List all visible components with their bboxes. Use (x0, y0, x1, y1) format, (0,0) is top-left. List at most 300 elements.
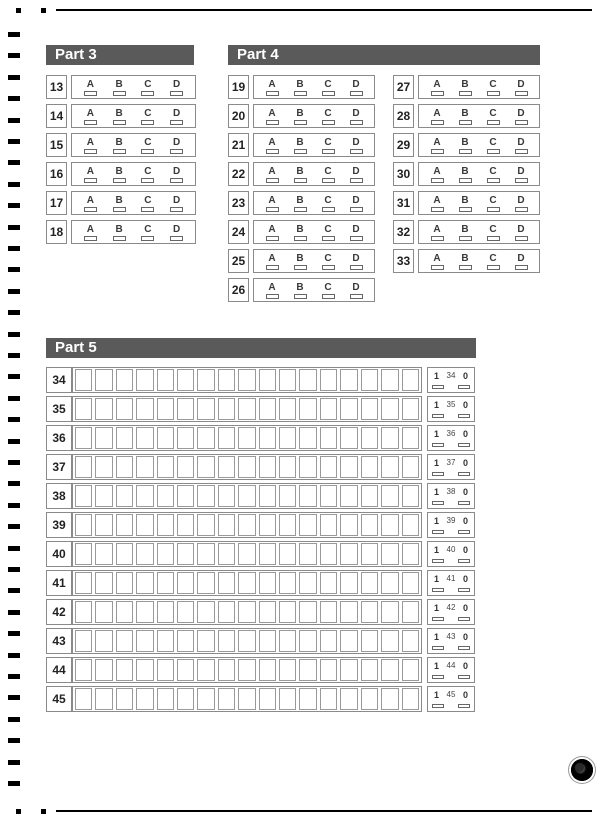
option-b-bubble[interactable] (109, 79, 129, 96)
answer-cell[interactable] (218, 427, 235, 449)
option-a-bubble[interactable] (262, 79, 282, 96)
score-zero-bubble[interactable] (458, 501, 470, 505)
answer-cell[interactable] (197, 572, 214, 594)
answer-cell[interactable] (299, 427, 316, 449)
answer-cell[interactable] (299, 398, 316, 420)
answer-cell[interactable] (320, 543, 337, 565)
answer-bubble[interactable] (170, 120, 183, 125)
option-d-bubble[interactable] (167, 79, 187, 96)
answer-bubble[interactable] (350, 120, 363, 125)
option-a-bubble[interactable] (262, 253, 282, 270)
answer-cell[interactable] (95, 514, 112, 536)
answer-cell[interactable] (116, 369, 133, 391)
option-b-bubble[interactable] (290, 108, 310, 125)
option-c-bubble[interactable] (138, 137, 158, 154)
answer-cell[interactable] (320, 572, 337, 594)
answer-bubble[interactable] (113, 236, 126, 241)
option-d-bubble[interactable] (167, 137, 187, 154)
answer-cell[interactable] (95, 427, 112, 449)
score-zero-bubble[interactable] (458, 443, 470, 447)
option-c-bubble[interactable] (138, 224, 158, 241)
answer-cell[interactable] (157, 398, 174, 420)
answer-bubble[interactable] (141, 120, 154, 125)
answer-cell[interactable] (136, 688, 153, 710)
option-c-bubble[interactable] (318, 137, 338, 154)
score-zero-bubble[interactable] (458, 675, 470, 679)
answer-cell[interactable] (381, 427, 398, 449)
answer-cell[interactable] (177, 485, 194, 507)
answer-cell[interactable] (402, 427, 419, 449)
score-one-bubble[interactable] (432, 559, 444, 563)
answer-cell[interactable] (157, 369, 174, 391)
answer-cell[interactable] (320, 601, 337, 623)
score-one-bubble[interactable] (432, 588, 444, 592)
option-a-bubble[interactable] (80, 137, 100, 154)
answer-bubble[interactable] (113, 91, 126, 96)
answer-cell[interactable] (279, 543, 296, 565)
answer-cell[interactable] (340, 485, 357, 507)
answer-cell[interactable] (320, 659, 337, 681)
score-one-bubble[interactable] (432, 472, 444, 476)
answer-bubble[interactable] (266, 91, 279, 96)
answer-bubble[interactable] (487, 91, 500, 96)
answer-bubble[interactable] (170, 236, 183, 241)
answer-cell[interactable] (136, 630, 153, 652)
answer-cell[interactable] (361, 398, 378, 420)
answer-cell[interactable] (136, 514, 153, 536)
score-one-bubble[interactable] (432, 385, 444, 389)
option-c-bubble[interactable] (318, 224, 338, 241)
answer-bubble[interactable] (322, 265, 335, 270)
answer-cell[interactable] (157, 514, 174, 536)
option-b-bubble[interactable] (290, 195, 310, 212)
answer-bubble[interactable] (294, 236, 307, 241)
option-b-bubble[interactable] (290, 282, 310, 299)
option-a-bubble[interactable] (80, 166, 100, 183)
answer-cell[interactable] (279, 398, 296, 420)
answer-bubble[interactable] (459, 265, 472, 270)
answer-cell[interactable] (402, 572, 419, 594)
option-d-bubble[interactable] (511, 79, 531, 96)
answer-cell[interactable] (238, 456, 255, 478)
answer-cell[interactable] (299, 630, 316, 652)
answer-bubble[interactable] (113, 207, 126, 212)
answer-bubble[interactable] (322, 91, 335, 96)
score-zero-bubble[interactable] (458, 530, 470, 534)
answer-cell[interactable] (136, 601, 153, 623)
option-b-bubble[interactable] (109, 195, 129, 212)
option-a-bubble[interactable] (427, 137, 447, 154)
option-c-bubble[interactable] (318, 108, 338, 125)
score-one-bubble[interactable] (432, 675, 444, 679)
answer-cell[interactable] (116, 543, 133, 565)
answer-cell[interactable] (299, 456, 316, 478)
answer-bubble[interactable] (84, 236, 97, 241)
answer-cell[interactable] (238, 369, 255, 391)
answer-bubble[interactable] (141, 236, 154, 241)
option-d-bubble[interactable] (346, 108, 366, 125)
answer-bubble[interactable] (84, 120, 97, 125)
answer-cell[interactable] (361, 369, 378, 391)
answer-cell[interactable] (402, 369, 419, 391)
option-b-bubble[interactable] (455, 108, 475, 125)
option-c-bubble[interactable] (483, 224, 503, 241)
answer-bubble[interactable] (294, 149, 307, 154)
answer-cell[interactable] (75, 601, 92, 623)
answer-cell[interactable] (238, 572, 255, 594)
option-d-bubble[interactable] (346, 253, 366, 270)
answer-cell[interactable] (95, 601, 112, 623)
option-c-bubble[interactable] (138, 195, 158, 212)
answer-cell[interactable] (340, 630, 357, 652)
answer-cell[interactable] (238, 398, 255, 420)
option-a-bubble[interactable] (427, 195, 447, 212)
answer-cell[interactable] (279, 427, 296, 449)
answer-bubble[interactable] (515, 178, 528, 183)
option-d-bubble[interactable] (511, 224, 531, 241)
answer-cell[interactable] (116, 630, 133, 652)
option-a-bubble[interactable] (427, 108, 447, 125)
answer-cell[interactable] (95, 630, 112, 652)
answer-cell[interactable] (95, 456, 112, 478)
answer-cell[interactable] (279, 601, 296, 623)
option-a-bubble[interactable] (427, 224, 447, 241)
answer-bubble[interactable] (84, 149, 97, 154)
option-c-bubble[interactable] (138, 79, 158, 96)
option-c-bubble[interactable] (138, 108, 158, 125)
answer-cell[interactable] (218, 688, 235, 710)
score-one-bubble[interactable] (432, 646, 444, 650)
score-zero-bubble[interactable] (458, 385, 470, 389)
option-a-bubble[interactable] (262, 108, 282, 125)
answer-cell[interactable] (320, 688, 337, 710)
answer-cell[interactable] (95, 369, 112, 391)
answer-bubble[interactable] (459, 91, 472, 96)
answer-bubble[interactable] (350, 91, 363, 96)
answer-bubble[interactable] (459, 149, 472, 154)
answer-cell[interactable] (116, 601, 133, 623)
answer-cell[interactable] (320, 427, 337, 449)
answer-cell[interactable] (116, 485, 133, 507)
answer-cell[interactable] (75, 456, 92, 478)
answer-cell[interactable] (136, 659, 153, 681)
answer-cell[interactable] (320, 456, 337, 478)
answer-bubble[interactable] (294, 91, 307, 96)
answer-cell[interactable] (259, 514, 276, 536)
answer-bubble[interactable] (294, 178, 307, 183)
answer-cell[interactable] (381, 398, 398, 420)
option-d-bubble[interactable] (167, 224, 187, 241)
score-zero-bubble[interactable] (458, 588, 470, 592)
answer-cell[interactable] (218, 659, 235, 681)
answer-cell[interactable] (197, 514, 214, 536)
answer-cell[interactable] (197, 543, 214, 565)
answer-cell[interactable] (402, 630, 419, 652)
answer-bubble[interactable] (487, 149, 500, 154)
answer-bubble[interactable] (170, 149, 183, 154)
answer-cell[interactable] (75, 485, 92, 507)
answer-cell[interactable] (259, 427, 276, 449)
answer-cell[interactable] (157, 688, 174, 710)
answer-cell[interactable] (95, 688, 112, 710)
answer-cell[interactable] (116, 398, 133, 420)
answer-cell[interactable] (340, 659, 357, 681)
option-d-bubble[interactable] (511, 195, 531, 212)
answer-cell[interactable] (238, 514, 255, 536)
answer-cell[interactable] (259, 688, 276, 710)
score-zero-bubble[interactable] (458, 646, 470, 650)
answer-cell[interactable] (320, 514, 337, 536)
score-one-bubble[interactable] (432, 414, 444, 418)
answer-cell[interactable] (177, 369, 194, 391)
option-c-bubble[interactable] (318, 79, 338, 96)
answer-cell[interactable] (197, 427, 214, 449)
answer-cell[interactable] (340, 369, 357, 391)
option-d-bubble[interactable] (511, 166, 531, 183)
answer-cell[interactable] (259, 572, 276, 594)
answer-cell[interactable] (157, 456, 174, 478)
answer-bubble[interactable] (113, 178, 126, 183)
answer-cell[interactable] (299, 485, 316, 507)
answer-cell[interactable] (402, 485, 419, 507)
answer-bubble[interactable] (141, 178, 154, 183)
answer-cell[interactable] (116, 427, 133, 449)
option-b-bubble[interactable] (455, 137, 475, 154)
answer-cell[interactable] (340, 601, 357, 623)
option-c-bubble[interactable] (483, 166, 503, 183)
answer-cell[interactable] (238, 688, 255, 710)
answer-bubble[interactable] (322, 207, 335, 212)
answer-cell[interactable] (361, 659, 378, 681)
option-c-bubble[interactable] (483, 253, 503, 270)
score-one-bubble[interactable] (432, 443, 444, 447)
answer-cell[interactable] (157, 427, 174, 449)
answer-bubble[interactable] (266, 294, 279, 299)
option-d-bubble[interactable] (346, 79, 366, 96)
answer-cell[interactable] (320, 398, 337, 420)
option-c-bubble[interactable] (318, 282, 338, 299)
answer-cell[interactable] (279, 456, 296, 478)
answer-cell[interactable] (299, 543, 316, 565)
answer-bubble[interactable] (266, 207, 279, 212)
answer-bubble[interactable] (487, 265, 500, 270)
answer-cell[interactable] (381, 514, 398, 536)
option-a-bubble[interactable] (262, 166, 282, 183)
answer-cell[interactable] (95, 543, 112, 565)
score-zero-bubble[interactable] (458, 472, 470, 476)
answer-bubble[interactable] (515, 265, 528, 270)
answer-bubble[interactable] (459, 236, 472, 241)
option-b-bubble[interactable] (455, 79, 475, 96)
answer-cell[interactable] (340, 688, 357, 710)
score-one-bubble[interactable] (432, 501, 444, 505)
answer-bubble[interactable] (266, 265, 279, 270)
answer-bubble[interactable] (294, 120, 307, 125)
answer-cell[interactable] (75, 514, 92, 536)
answer-cell[interactable] (361, 572, 378, 594)
answer-bubble[interactable] (515, 149, 528, 154)
option-a-bubble[interactable] (262, 224, 282, 241)
answer-cell[interactable] (157, 630, 174, 652)
answer-cell[interactable] (136, 398, 153, 420)
answer-cell[interactable] (177, 688, 194, 710)
score-one-bubble[interactable] (432, 617, 444, 621)
answer-bubble[interactable] (515, 120, 528, 125)
answer-cell[interactable] (320, 630, 337, 652)
answer-bubble[interactable] (84, 207, 97, 212)
answer-bubble[interactable] (141, 207, 154, 212)
score-zero-bubble[interactable] (458, 617, 470, 621)
answer-cell[interactable] (95, 398, 112, 420)
score-zero-bubble[interactable] (458, 559, 470, 563)
answer-cell[interactable] (279, 572, 296, 594)
answer-cell[interactable] (218, 514, 235, 536)
answer-bubble[interactable] (266, 120, 279, 125)
answer-bubble[interactable] (294, 207, 307, 212)
answer-cell[interactable] (136, 572, 153, 594)
answer-cell[interactable] (75, 659, 92, 681)
answer-cell[interactable] (157, 543, 174, 565)
answer-cell[interactable] (279, 369, 296, 391)
answer-cell[interactable] (238, 659, 255, 681)
answer-cell[interactable] (218, 485, 235, 507)
option-c-bubble[interactable] (483, 108, 503, 125)
option-a-bubble[interactable] (80, 224, 100, 241)
answer-cell[interactable] (320, 369, 337, 391)
answer-cell[interactable] (218, 398, 235, 420)
answer-cell[interactable] (75, 630, 92, 652)
answer-cell[interactable] (259, 485, 276, 507)
answer-cell[interactable] (361, 630, 378, 652)
answer-bubble[interactable] (170, 207, 183, 212)
answer-cell[interactable] (197, 688, 214, 710)
answer-bubble[interactable] (431, 207, 444, 212)
option-d-bubble[interactable] (167, 108, 187, 125)
answer-cell[interactable] (197, 659, 214, 681)
option-c-bubble[interactable] (318, 253, 338, 270)
answer-cell[interactable] (116, 688, 133, 710)
answer-cell[interactable] (279, 630, 296, 652)
answer-cell[interactable] (75, 398, 92, 420)
option-b-bubble[interactable] (290, 166, 310, 183)
answer-bubble[interactable] (431, 178, 444, 183)
answer-cell[interactable] (218, 630, 235, 652)
answer-cell[interactable] (279, 659, 296, 681)
option-a-bubble[interactable] (427, 79, 447, 96)
answer-cell[interactable] (340, 572, 357, 594)
answer-bubble[interactable] (322, 236, 335, 241)
answer-cell[interactable] (177, 456, 194, 478)
option-b-bubble[interactable] (455, 224, 475, 241)
option-d-bubble[interactable] (511, 137, 531, 154)
answer-cell[interactable] (238, 630, 255, 652)
answer-bubble[interactable] (322, 178, 335, 183)
answer-cell[interactable] (402, 456, 419, 478)
answer-cell[interactable] (95, 572, 112, 594)
option-b-bubble[interactable] (109, 108, 129, 125)
option-b-bubble[interactable] (109, 137, 129, 154)
answer-cell[interactable] (361, 485, 378, 507)
answer-bubble[interactable] (459, 120, 472, 125)
answer-bubble[interactable] (141, 149, 154, 154)
score-zero-bubble[interactable] (458, 414, 470, 418)
answer-cell[interactable] (75, 688, 92, 710)
answer-cell[interactable] (238, 543, 255, 565)
answer-bubble[interactable] (84, 91, 97, 96)
answer-bubble[interactable] (322, 294, 335, 299)
answer-cell[interactable] (259, 398, 276, 420)
answer-cell[interactable] (136, 427, 153, 449)
answer-cell[interactable] (402, 398, 419, 420)
answer-cell[interactable] (157, 601, 174, 623)
answer-cell[interactable] (95, 659, 112, 681)
answer-cell[interactable] (299, 688, 316, 710)
answer-cell[interactable] (361, 514, 378, 536)
answer-cell[interactable] (177, 514, 194, 536)
option-b-bubble[interactable] (455, 166, 475, 183)
option-d-bubble[interactable] (167, 195, 187, 212)
option-a-bubble[interactable] (80, 79, 100, 96)
answer-cell[interactable] (136, 543, 153, 565)
answer-cell[interactable] (381, 572, 398, 594)
answer-cell[interactable] (361, 456, 378, 478)
option-d-bubble[interactable] (511, 108, 531, 125)
answer-bubble[interactable] (431, 236, 444, 241)
answer-cell[interactable] (95, 485, 112, 507)
option-a-bubble[interactable] (262, 137, 282, 154)
answer-cell[interactable] (381, 630, 398, 652)
answer-bubble[interactable] (170, 91, 183, 96)
answer-cell[interactable] (402, 601, 419, 623)
option-b-bubble[interactable] (290, 137, 310, 154)
answer-cell[interactable] (361, 601, 378, 623)
answer-bubble[interactable] (487, 178, 500, 183)
answer-cell[interactable] (177, 601, 194, 623)
answer-cell[interactable] (259, 369, 276, 391)
answer-bubble[interactable] (487, 207, 500, 212)
answer-cell[interactable] (299, 659, 316, 681)
option-a-bubble[interactable] (427, 166, 447, 183)
option-b-bubble[interactable] (109, 224, 129, 241)
answer-cell[interactable] (218, 572, 235, 594)
answer-bubble[interactable] (431, 91, 444, 96)
answer-cell[interactable] (402, 514, 419, 536)
option-b-bubble[interactable] (290, 224, 310, 241)
answer-cell[interactable] (259, 630, 276, 652)
answer-cell[interactable] (197, 485, 214, 507)
option-a-bubble[interactable] (262, 282, 282, 299)
answer-cell[interactable] (279, 688, 296, 710)
answer-bubble[interactable] (515, 207, 528, 212)
answer-bubble[interactable] (266, 149, 279, 154)
answer-bubble[interactable] (350, 236, 363, 241)
answer-cell[interactable] (238, 601, 255, 623)
answer-cell[interactable] (197, 398, 214, 420)
option-b-bubble[interactable] (290, 253, 310, 270)
answer-cell[interactable] (279, 485, 296, 507)
answer-bubble[interactable] (515, 236, 528, 241)
option-b-bubble[interactable] (109, 166, 129, 183)
answer-cell[interactable] (238, 485, 255, 507)
answer-cell[interactable] (116, 659, 133, 681)
answer-bubble[interactable] (266, 236, 279, 241)
answer-cell[interactable] (381, 456, 398, 478)
answer-cell[interactable] (177, 398, 194, 420)
answer-cell[interactable] (157, 572, 174, 594)
answer-cell[interactable] (177, 572, 194, 594)
answer-bubble[interactable] (431, 120, 444, 125)
answer-cell[interactable] (381, 659, 398, 681)
